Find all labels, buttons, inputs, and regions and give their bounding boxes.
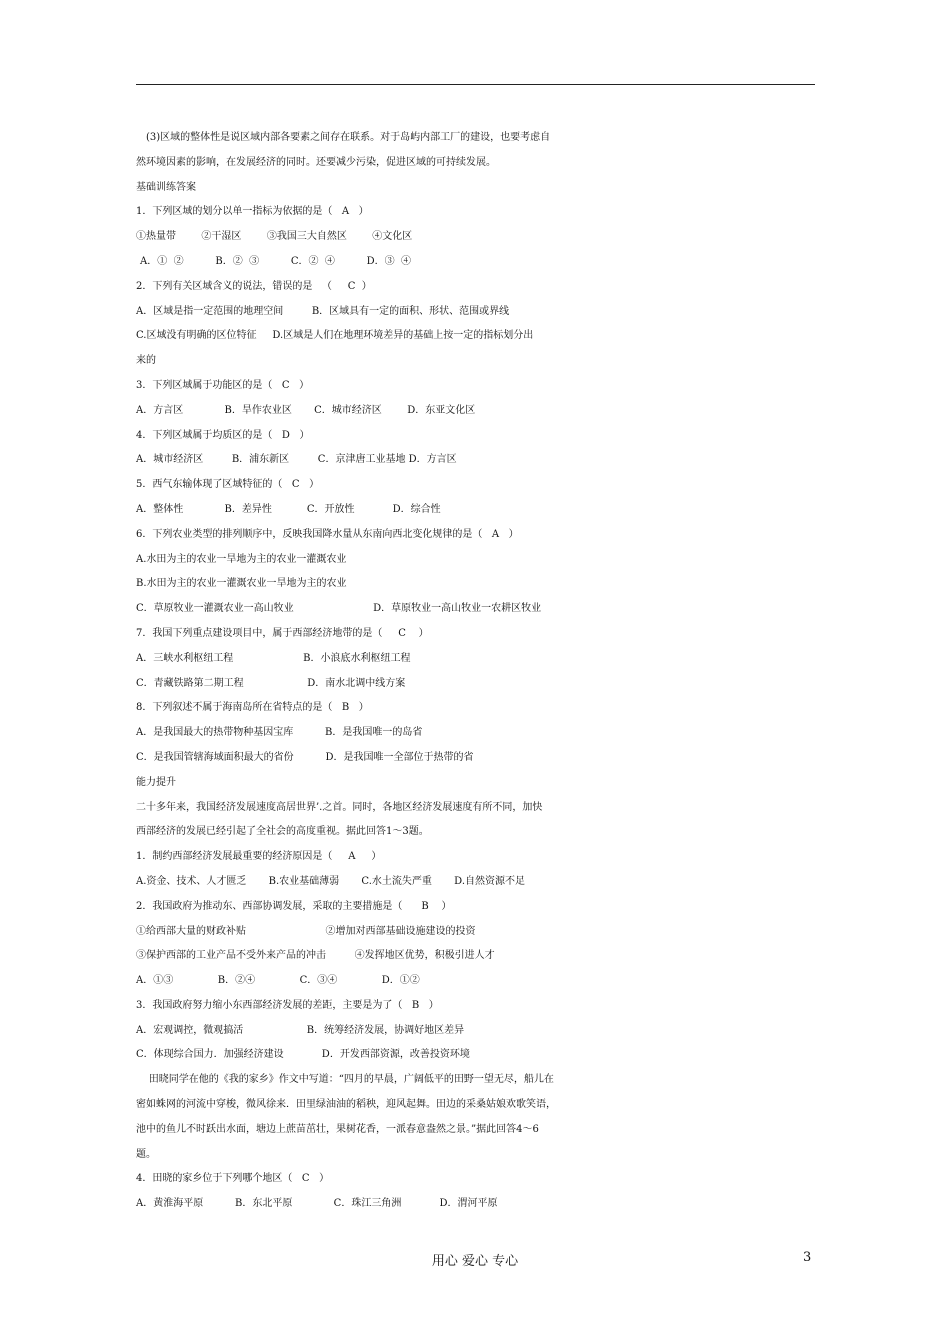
question-stem: 8．下列叙述不属于海南岛所在省特点的是（ B ） (136, 702, 369, 714)
document-body (136, 126, 826, 1217)
question-stem: 7．我国下列重点建设项目中，属于西部经济地带的是（ C ） (136, 627, 429, 639)
question-stem: 3．我国政府努力缩小东西部经济发展的差距，主要是为了（ B ） (136, 999, 439, 1011)
question-statements: ①给西部大量的财政补贴 ②增加对西部基础设施建设的投资 (136, 925, 476, 937)
question-stem: 1．下列区域的划分以单一指标为依据的是（ A ） (136, 206, 369, 218)
question-stem: 2．我国政府为推动东、西部协调发展，采取的主要措施是（ B ） (136, 900, 452, 912)
question-options: A．三峡水利枢纽工程 B．小浪底水利枢纽工程 (136, 652, 411, 664)
paragraph-line: 池中的鱼儿不时跃出水面，塘边上蔗苗茁壮，果树花香，一派春意盎然之景。”据此回答4～6 (136, 1123, 539, 1135)
question-stem: 6．下列农业类型的排列顺序中，反映我国降水量从东南向西北变化规律的是（ A ） (136, 528, 519, 540)
paragraph-line: 二十多年来，我国经济发展速度高居世界’.之首。同时，各地区经济发展速度有所不同，加快 (136, 801, 543, 813)
question-options: C．体现综合国力．加强经济建设 D．开发西部资源，改善投资环境 (136, 1049, 470, 1061)
paragraph-line: 西部经济的发展已经引起了全社会的高度重视。据此回答1～3题。 (136, 826, 429, 838)
question-options: A．整体性 B．差异性 C．开放性 D．综合性 (136, 503, 441, 515)
question-stem: 2．下列有关区域含义的说法，错误的是 （ C ） (136, 280, 372, 292)
paragraph-line: (3)区域的整体性是说区域内部各要素之间存在联系。对于岛屿内部工厂的建设，也要考虑自 (146, 132, 551, 143)
question-options: A．区域是指一定范围的地理空间 B．区域具有一定的面积、形状、范围或界线 (136, 305, 510, 317)
question-options: A．宏观调控，微观搞活 B．统筹经济发展，协调好地区差异 (136, 1024, 465, 1036)
paragraph-line: 然环境因素的影响，在发展经济的同时。还要减少污染，促进区域的可持续发展。 (136, 156, 496, 168)
paragraph-line: 密如蛛网的河流中穿梭，微风徐来．田里绿油油的稻秧，迎风起舞。田边的采桑姑娘欢歌笑语， (136, 1099, 556, 1111)
question-options: C．草原牧业一灌溉农业一高山牧业 D．草原牧业一高山牧业一农耕区牧业 (136, 603, 542, 615)
paragraph-line: 题。 (136, 1148, 156, 1160)
question-options: A.资金、技术、人才匮乏 B.农业基础薄弱 C.水土流失严重 D.自然资源不足 (136, 875, 525, 887)
question-stem: 1．制约西部经济发展最重要的经济原因是（ A ） (136, 851, 382, 863)
footer-slogan: 用心 爱心 专心 (431, 1254, 519, 1269)
question-options: A．是我国最大的热带物种基因宝库 B．是我国唯一的岛省 (136, 727, 423, 739)
question-options: B.水田为主的农业一灌溉农业一旱地为主的农业 (136, 578, 347, 590)
question-options: C．青藏铁路第二期工程 D．南水北调中线方案 (136, 677, 406, 689)
question-stem: 3．下列区域属于功能区的是（ C ） (136, 379, 310, 391)
page-number: 3 (803, 1250, 812, 1265)
question-statements: ①热量带 ②干湿区 ③我国三大自然区 ④文化区 (136, 231, 413, 243)
question-options: A．方言区 B．旱作农业区 C．城市经济区 D．东亚文化区 (136, 404, 476, 416)
question-options: C.区域没有明确的区位特征 D.区域是人们在地理环境差异的基础上按一定的指标划分出 (136, 330, 534, 342)
header-rule (136, 84, 815, 85)
paragraph-line: 田晓同学在他的《我的家乡》作文中写道：“四月的早晨，广阔低平的田野一望无尽，船儿在 (136, 1074, 554, 1086)
question-options: A．①③ B．②④ C．③④ D．①② (136, 975, 420, 987)
question-options: A．① ② B．② ③ C．② ④ D．③ ④ (140, 255, 412, 267)
question-options: A.水田为主的农业一旱地为主的农业一灌溉农业 (136, 553, 347, 565)
question-stem: 4．下列区域属于均质区的是（ D ） (136, 429, 310, 441)
question-options: A．黄淮海平原 B．东北平原 C．珠江三角洲 D．渭河平原 (136, 1198, 498, 1210)
section-heading: 能力提升 (136, 776, 176, 788)
question-options: A．城市经济区 B．浦东新区 C．京津唐工业基地 D．方言区 (136, 454, 457, 466)
question-options: 来的 (136, 355, 156, 367)
question-options: C．是我国管辖海域面积最大的省份 D．是我国唯一全部位于热带的省 (136, 751, 474, 763)
question-statements: ③保护西部的工业产品不受外来产品的冲击 ④发挥地区优势，积极引进人才 (136, 950, 495, 962)
question-stem: 5．西气东输体现了区域特征的（ C ） (136, 479, 320, 491)
section-heading: 基础训练答案 (136, 181, 196, 193)
question-stem: 4．田晓的家乡位于下列哪个地区（ C ） (136, 1173, 330, 1185)
